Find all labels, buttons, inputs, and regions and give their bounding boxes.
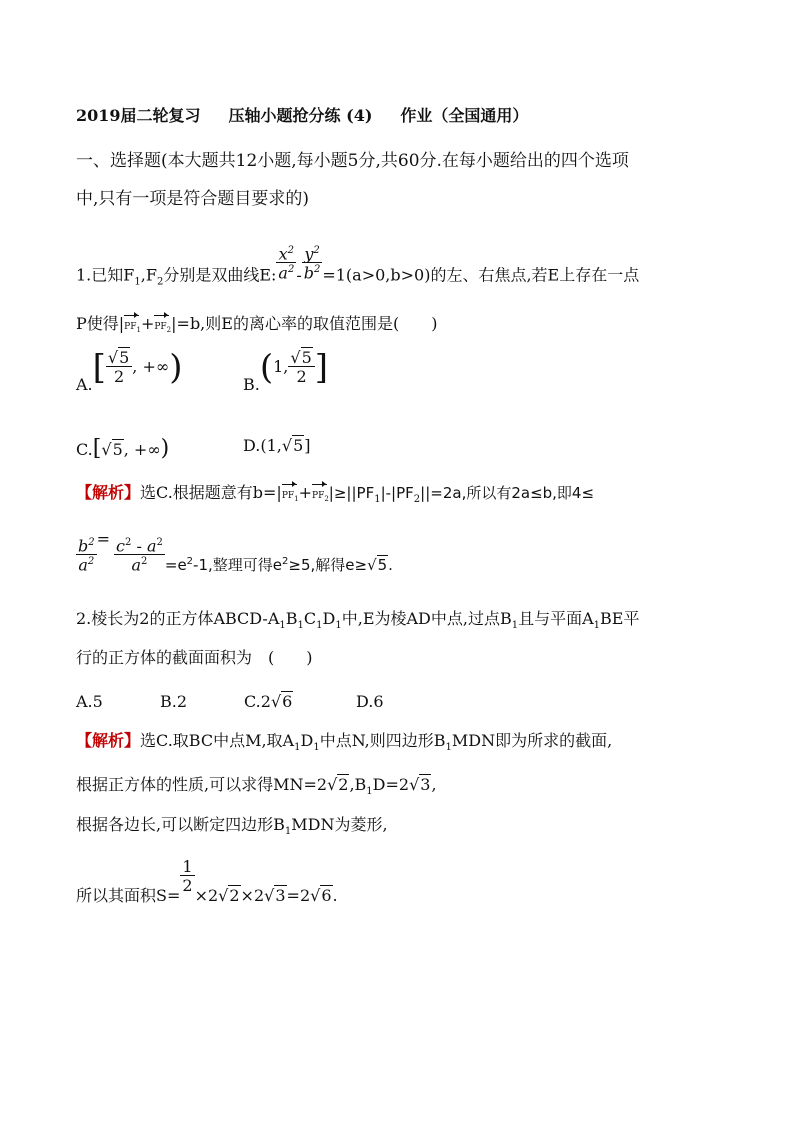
question-1-line2: P使得$|PF_1+PF_2|=b$,则E的离心率的取值范围是( ) (76, 314, 437, 340)
option-a: A.[ $\frac{√5}{2}$ , +∞) (76, 347, 183, 394)
q2-option-c: C.2√6 (244, 692, 293, 711)
vector-pf2: $PF_2$ (154, 314, 171, 340)
vector-pf1: $PF_1$ (124, 314, 141, 340)
section-heading-line2: 中,只有一项是符合题目要求的) (76, 189, 310, 209)
title-part2: 压轴小题抢分练 (4) (228, 106, 373, 125)
option-d: D.(1,√5] (243, 436, 311, 455)
q2-option-b: B.2 (160, 692, 188, 711)
q2-option-a: A.5 (76, 692, 103, 711)
document-title (76, 106, 528, 126)
title-part1: 2019届二轮复习 (76, 106, 201, 125)
title-part3: 作业（全国通用） (400, 106, 529, 125)
option-c: C.[√5, +∞) (76, 436, 170, 461)
fraction-x2-a2: $\frac{x^2}{a^2}$ (278, 244, 295, 283)
answer-2-line1: 【解析】选C.取BC中点M,取$A_1D_1$中点N,则四边形$B_1MDN$即为所求的截面, (76, 731, 613, 754)
question-2-line2: 行的正方体的截面面积为 ( ) (76, 648, 313, 667)
answer-1-line2: $\frac{b^2}{a^2}$ = $\frac{c^2 - a^2}{a^2}$ $=e^2-1$,整理可得$e^2\ge 5$,解得e≥√5. (78, 529, 393, 575)
question-1-line1: 1.已知$F_1,F_2$分别是双曲线E: $\frac{x^2}{a^2}$ - $\frac{y^2}{b^2}$ =1(a>0,b>0)的左、右焦点,若E上存在一点 (76, 244, 640, 288)
answer-2-line2: 根据正方体的性质,可以求得$MN=2√2,B_1D=2√3$, (76, 775, 437, 798)
answer-tag: 【解析】 (76, 483, 141, 502)
option-b: B.(1, $\frac{√5}{2}$ ] (243, 347, 329, 394)
answer-2-line4: 所以其面积S= $\frac{1}{2}$ ×2√2×2√3=2√6. (76, 857, 338, 905)
answer-2-line3: 根据各边长,可以断定四边形$B_1MDN$为菱形, (76, 815, 388, 838)
fraction-y2-b2: $\frac{y^2}{b^2}$ (303, 244, 321, 283)
q2-option-d: D.6 (356, 692, 384, 711)
answer-1-line1: 【解析】选C.根据题意有$b=|PF_1+PF_2|\ge||PF_1|-|PF_2||=2a$,所以有2a≤b,即4≤ (76, 483, 594, 510)
section-heading-line1: 一、选择题(本大题共12小题,每小题5分,共60分.在每小题给出的四个选项 (76, 151, 629, 171)
question-2-line1: 2.棱长为2的正方体ABCD-$A_1B_1C_1D_1$中,E为棱AD中点,过点$B_1$且与平面$A_1BE$平 (76, 609, 640, 632)
